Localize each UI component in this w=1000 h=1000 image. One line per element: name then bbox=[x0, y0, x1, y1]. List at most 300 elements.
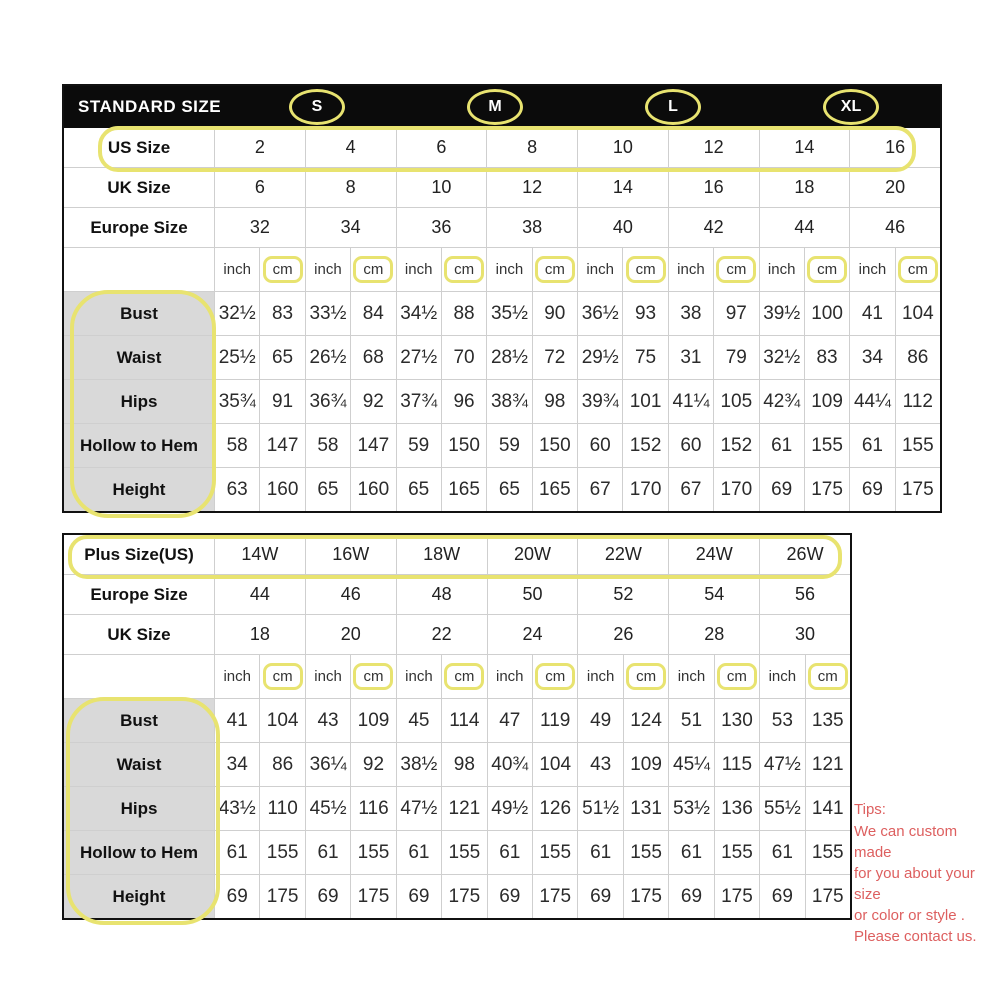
table-cell: 175 bbox=[442, 875, 486, 918]
table-cell: 69 bbox=[397, 875, 441, 918]
table-cell: 135 bbox=[806, 699, 850, 742]
cm-ring-annotation bbox=[263, 663, 303, 690]
table-cell: 61 bbox=[397, 831, 441, 874]
table-cell: 147 bbox=[351, 424, 395, 467]
unit-row-empty-cell bbox=[64, 248, 214, 291]
table-cell: 69 bbox=[669, 875, 713, 918]
table-cell: 18W bbox=[397, 535, 487, 574]
table-cell: 28½ bbox=[487, 336, 531, 379]
table-cell: 51 bbox=[669, 699, 713, 742]
table-cell: 92 bbox=[351, 743, 395, 786]
table-cell: 12 bbox=[669, 128, 759, 167]
table-cell: 31 bbox=[669, 336, 713, 379]
table-cell: 72 bbox=[533, 336, 577, 379]
table-cell: 116 bbox=[351, 787, 395, 830]
cm-label: cm bbox=[272, 261, 293, 278]
size-group-oval-annotation bbox=[467, 89, 523, 125]
inch-label: inch bbox=[767, 261, 796, 278]
table-cell: 83 bbox=[260, 292, 304, 335]
table-cell: 32½ bbox=[760, 336, 804, 379]
table-cell: 155 bbox=[896, 424, 940, 467]
table-cell: 43 bbox=[306, 699, 350, 742]
table-cell: 109 bbox=[624, 743, 668, 786]
table-cell: 152 bbox=[623, 424, 667, 467]
table-cell: 160 bbox=[260, 468, 304, 511]
table-cell: 20W bbox=[488, 535, 578, 574]
inch-label: inch bbox=[404, 261, 433, 278]
table-cell: 16 bbox=[669, 168, 759, 207]
table-cell: 20 bbox=[850, 168, 940, 207]
row-label-hips: Hips bbox=[64, 380, 214, 423]
table-cell: 61 bbox=[306, 831, 350, 874]
size-group-slot bbox=[584, 86, 762, 128]
table-cell: 36 bbox=[397, 208, 487, 247]
table-cell: 12 bbox=[487, 168, 577, 207]
inch-unit-cell bbox=[669, 655, 713, 698]
cm-unit-cell bbox=[714, 248, 758, 291]
tips-note bbox=[854, 799, 996, 947]
table-cell: 44¼ bbox=[850, 380, 894, 423]
table-cell: 61 bbox=[760, 424, 804, 467]
cm-label: cm bbox=[726, 668, 747, 685]
table-cell: 22 bbox=[397, 615, 487, 654]
size-group-label: S bbox=[311, 98, 323, 115]
cm-unit-cell bbox=[351, 655, 395, 698]
table-cell: 53 bbox=[760, 699, 804, 742]
table-cell: 114 bbox=[442, 699, 486, 742]
table-cell: 24 bbox=[488, 615, 578, 654]
inch-unit-cell bbox=[397, 248, 441, 291]
size-group-slot bbox=[406, 86, 584, 128]
table-cell: 61 bbox=[669, 831, 713, 874]
row-label-bust: Bust bbox=[64, 292, 214, 335]
inch-label: inch bbox=[405, 668, 433, 685]
table-cell: 18 bbox=[760, 168, 850, 207]
cm-label: cm bbox=[454, 668, 475, 685]
inch-unit-cell bbox=[578, 248, 622, 291]
row-label-bust-plus: Bust bbox=[64, 699, 214, 742]
table-cell: 69 bbox=[850, 468, 894, 511]
table-cell: 27½ bbox=[397, 336, 441, 379]
size-group-label: L bbox=[668, 98, 678, 115]
size-group-oval-annotation bbox=[823, 89, 879, 125]
inch-unit-cell bbox=[578, 655, 622, 698]
table-cell: 155 bbox=[624, 831, 668, 874]
inch-unit-cell bbox=[306, 248, 350, 291]
table-cell: 4 bbox=[306, 128, 396, 167]
inch-unit-cell bbox=[397, 655, 441, 698]
table-cell: 50 bbox=[488, 575, 578, 614]
cm-ring-annotation bbox=[353, 256, 393, 283]
inch-unit-cell bbox=[760, 655, 804, 698]
table-cell: 86 bbox=[896, 336, 940, 379]
table-cell: 49 bbox=[578, 699, 622, 742]
table-cell: 60 bbox=[578, 424, 622, 467]
table-cell: 90 bbox=[533, 292, 577, 335]
table-cell: 34 bbox=[306, 208, 396, 247]
table-cell: 36¾ bbox=[306, 380, 350, 423]
table-cell: 175 bbox=[715, 875, 759, 918]
inch-unit-cell bbox=[760, 248, 804, 291]
table-cell: 68 bbox=[351, 336, 395, 379]
inch-unit-cell bbox=[669, 248, 713, 291]
inch-unit-cell bbox=[215, 248, 259, 291]
plus-size-table bbox=[62, 533, 852, 920]
cm-label: cm bbox=[363, 668, 384, 685]
table-cell: 98 bbox=[533, 380, 577, 423]
table-cell: 155 bbox=[805, 424, 849, 467]
table-cell: 40 bbox=[578, 208, 668, 247]
inch-unit-cell bbox=[488, 655, 532, 698]
cm-ring-annotation bbox=[353, 663, 393, 690]
table-cell: 35¾ bbox=[215, 380, 259, 423]
table-cell: 43½ bbox=[215, 787, 259, 830]
cm-unit-cell bbox=[715, 655, 759, 698]
table-cell: 34½ bbox=[397, 292, 441, 335]
table-cell: 93 bbox=[623, 292, 667, 335]
table-cell: 35½ bbox=[487, 292, 531, 335]
table-cell: 40¾ bbox=[488, 743, 532, 786]
row-label-hollow-to-hem: Hollow to Hem bbox=[64, 424, 214, 467]
cm-label: cm bbox=[817, 261, 838, 278]
table-cell: 34 bbox=[215, 743, 259, 786]
table-cell: 61 bbox=[215, 831, 259, 874]
cm-ring-annotation bbox=[444, 663, 484, 690]
table-cell: 98 bbox=[442, 743, 486, 786]
cm-ring-annotation bbox=[898, 256, 938, 283]
inch-label: inch bbox=[586, 668, 615, 685]
size-group-label: XL bbox=[840, 98, 862, 115]
table-cell: 69 bbox=[306, 875, 350, 918]
cm-unit-cell bbox=[806, 655, 850, 698]
table-cell: 91 bbox=[260, 380, 304, 423]
table-cell: 44 bbox=[215, 575, 305, 614]
cm-unit-cell bbox=[351, 248, 395, 291]
table-cell: 28 bbox=[669, 615, 759, 654]
table-cell: 112 bbox=[896, 380, 940, 423]
table-cell: 175 bbox=[624, 875, 668, 918]
table-cell: 33½ bbox=[306, 292, 350, 335]
cm-ring-annotation bbox=[716, 256, 756, 283]
table-cell: 170 bbox=[714, 468, 758, 511]
table-cell: 65 bbox=[487, 468, 531, 511]
row-label-plus-size-us: Plus Size(US) bbox=[64, 535, 214, 574]
table-cell: 16 bbox=[850, 128, 940, 167]
table-cell: 141 bbox=[806, 787, 850, 830]
inch-label: inch bbox=[496, 668, 524, 685]
table-cell: 45½ bbox=[306, 787, 350, 830]
table-cell: 2 bbox=[215, 128, 305, 167]
table-cell: 58 bbox=[306, 424, 350, 467]
table-cell: 42 bbox=[669, 208, 759, 247]
row-label-europe-size-plus: Europe Size bbox=[64, 575, 214, 614]
table-cell: 61 bbox=[760, 831, 804, 874]
cm-unit-cell bbox=[533, 248, 577, 291]
table-cell: 48 bbox=[397, 575, 487, 614]
table-cell: 155 bbox=[715, 831, 759, 874]
table-cell: 47½ bbox=[760, 743, 804, 786]
cm-label: cm bbox=[454, 261, 475, 278]
table-cell: 14W bbox=[215, 535, 305, 574]
table-cell: 6 bbox=[397, 128, 487, 167]
cm-unit-cell bbox=[260, 655, 304, 698]
table-cell: 43 bbox=[578, 743, 622, 786]
table-cell: 152 bbox=[714, 424, 758, 467]
table-cell: 97 bbox=[714, 292, 758, 335]
table-cell: 26 bbox=[578, 615, 668, 654]
table-cell: 155 bbox=[806, 831, 850, 874]
table-cell: 25½ bbox=[215, 336, 259, 379]
size-group-oval-annotation bbox=[645, 89, 701, 125]
table-cell: 37¾ bbox=[397, 380, 441, 423]
table-cell: 175 bbox=[805, 468, 849, 511]
size-group-slot bbox=[762, 86, 940, 128]
table-cell: 14 bbox=[760, 128, 850, 167]
inch-unit-cell bbox=[850, 248, 894, 291]
table-cell: 47 bbox=[488, 699, 532, 742]
table-cell: 10 bbox=[578, 128, 668, 167]
row-label-height-plus: Height bbox=[64, 875, 214, 918]
tips-line: Please contact us. bbox=[854, 928, 977, 945]
table-cell: 119 bbox=[533, 699, 577, 742]
size-group-header bbox=[228, 86, 940, 128]
inch-label: inch bbox=[223, 668, 251, 685]
table-cell: 83 bbox=[805, 336, 849, 379]
table-cell: 67 bbox=[578, 468, 622, 511]
table-cell: 160 bbox=[351, 468, 395, 511]
table-cell: 104 bbox=[260, 699, 304, 742]
table-cell: 109 bbox=[351, 699, 395, 742]
table-cell: 45 bbox=[397, 699, 441, 742]
table-cell: 29½ bbox=[578, 336, 622, 379]
inch-label: inch bbox=[223, 261, 251, 278]
table-cell: 124 bbox=[624, 699, 668, 742]
table-cell: 8 bbox=[487, 128, 577, 167]
table-cell: 92 bbox=[351, 380, 395, 423]
size-group-slot bbox=[228, 86, 406, 128]
row-label-waist: Waist bbox=[64, 336, 214, 379]
cm-label: cm bbox=[635, 261, 656, 278]
table-cell: 170 bbox=[623, 468, 667, 511]
cm-label: cm bbox=[636, 668, 657, 685]
cm-unit-cell bbox=[624, 655, 668, 698]
inch-label: inch bbox=[495, 261, 524, 278]
cm-label: cm bbox=[817, 668, 838, 685]
table-cell: 175 bbox=[806, 875, 850, 918]
table-cell: 8 bbox=[306, 168, 396, 207]
standard-size-title: STANDARD SIZE bbox=[78, 97, 222, 116]
table-cell: 63 bbox=[215, 468, 259, 511]
table-cell: 59 bbox=[487, 424, 531, 467]
table-cell: 26W bbox=[760, 535, 850, 574]
table-cell: 69 bbox=[760, 468, 804, 511]
table-cell: 47½ bbox=[397, 787, 441, 830]
table-cell: 26½ bbox=[306, 336, 350, 379]
table-cell: 105 bbox=[714, 380, 758, 423]
table-cell: 61 bbox=[850, 424, 894, 467]
table-cell: 155 bbox=[533, 831, 577, 874]
cm-ring-annotation bbox=[535, 256, 575, 283]
cm-ring-annotation bbox=[807, 256, 847, 283]
table-cell: 22W bbox=[578, 535, 668, 574]
table-cell: 32 bbox=[215, 208, 305, 247]
row-label-us-size: US Size bbox=[64, 128, 214, 167]
table-cell: 155 bbox=[260, 831, 304, 874]
table-cell: 38¾ bbox=[487, 380, 531, 423]
inch-unit-cell bbox=[215, 655, 259, 698]
inch-label: inch bbox=[677, 261, 705, 278]
table-cell: 155 bbox=[442, 831, 486, 874]
table-cell: 61 bbox=[578, 831, 622, 874]
table-cell: 55½ bbox=[760, 787, 804, 830]
inch-unit-cell bbox=[306, 655, 350, 698]
table-cell: 136 bbox=[715, 787, 759, 830]
cm-ring-annotation bbox=[263, 256, 303, 283]
cm-ring-annotation bbox=[717, 663, 757, 690]
tips-line: or color or style . bbox=[854, 907, 965, 924]
inch-label: inch bbox=[677, 668, 706, 685]
table-cell: 30 bbox=[760, 615, 850, 654]
plus-size-grid bbox=[64, 535, 850, 918]
table-cell: 165 bbox=[533, 468, 577, 511]
table-cell: 54 bbox=[669, 575, 759, 614]
table-cell: 18 bbox=[215, 615, 305, 654]
table-cell: 150 bbox=[442, 424, 486, 467]
table-cell: 175 bbox=[260, 875, 304, 918]
table-cell: 131 bbox=[624, 787, 668, 830]
table-cell: 44 bbox=[760, 208, 850, 247]
table-cell: 65 bbox=[306, 468, 350, 511]
table-cell: 69 bbox=[760, 875, 804, 918]
cm-unit-cell bbox=[896, 248, 940, 291]
table-cell: 10 bbox=[397, 168, 487, 207]
table-cell: 115 bbox=[715, 743, 759, 786]
row-label-hips-plus: Hips bbox=[64, 787, 214, 830]
table-cell: 121 bbox=[442, 787, 486, 830]
cm-ring-annotation bbox=[444, 256, 484, 283]
table-cell: 79 bbox=[714, 336, 758, 379]
table-cell: 121 bbox=[806, 743, 850, 786]
table-cell: 41 bbox=[215, 699, 259, 742]
row-label-europe-size: Europe Size bbox=[64, 208, 214, 247]
table-cell: 24W bbox=[669, 535, 759, 574]
tips-heading: Tips: bbox=[854, 801, 886, 818]
table-cell: 56 bbox=[760, 575, 850, 614]
tips-line: We can custom made bbox=[854, 823, 958, 861]
table-cell: 86 bbox=[260, 743, 304, 786]
table-cell: 175 bbox=[533, 875, 577, 918]
inch-label: inch bbox=[314, 261, 342, 278]
table-cell: 96 bbox=[442, 380, 486, 423]
table-cell: 38½ bbox=[397, 743, 441, 786]
table-cell: 14 bbox=[578, 168, 668, 207]
table-cell: 38 bbox=[487, 208, 577, 247]
table-cell: 175 bbox=[896, 468, 940, 511]
table-cell: 69 bbox=[578, 875, 622, 918]
tips-line: for you about your size bbox=[854, 865, 975, 903]
table-cell: 36¼ bbox=[306, 743, 350, 786]
cm-ring-annotation bbox=[626, 663, 666, 690]
table-cell: 42¾ bbox=[760, 380, 804, 423]
table-cell: 49½ bbox=[488, 787, 532, 830]
table-cell: 59 bbox=[397, 424, 441, 467]
table-cell: 126 bbox=[533, 787, 577, 830]
cm-ring-annotation bbox=[535, 663, 575, 690]
table-cell: 65 bbox=[260, 336, 304, 379]
table-cell: 84 bbox=[351, 292, 395, 335]
table-cell: 46 bbox=[306, 575, 396, 614]
table-cell: 75 bbox=[623, 336, 667, 379]
cm-label: cm bbox=[907, 261, 928, 278]
table-cell: 41 bbox=[850, 292, 894, 335]
table-cell: 101 bbox=[623, 380, 667, 423]
table-cell: 110 bbox=[260, 787, 304, 830]
table-cell: 36½ bbox=[578, 292, 622, 335]
cm-label: cm bbox=[726, 261, 747, 278]
table-cell: 39¾ bbox=[578, 380, 622, 423]
table-cell: 100 bbox=[805, 292, 849, 335]
table-cell: 45¼ bbox=[669, 743, 713, 786]
table-cell: 155 bbox=[351, 831, 395, 874]
row-label-waist-plus: Waist bbox=[64, 743, 214, 786]
table-cell: 67 bbox=[669, 468, 713, 511]
table-cell: 6 bbox=[215, 168, 305, 207]
size-group-oval-annotation bbox=[289, 89, 345, 125]
cm-unit-cell bbox=[533, 655, 577, 698]
table-cell: 70 bbox=[442, 336, 486, 379]
cm-ring-annotation bbox=[808, 663, 848, 690]
inch-label: inch bbox=[314, 668, 342, 685]
standard-size-table bbox=[62, 84, 942, 513]
standard-size-header-bar bbox=[64, 86, 940, 128]
table-cell: 104 bbox=[896, 292, 940, 335]
table-cell: 104 bbox=[533, 743, 577, 786]
table-cell: 58 bbox=[215, 424, 259, 467]
cm-label: cm bbox=[363, 261, 384, 278]
table-cell: 53½ bbox=[669, 787, 713, 830]
cm-ring-annotation bbox=[626, 256, 666, 283]
cm-unit-cell bbox=[623, 248, 667, 291]
table-cell: 39½ bbox=[760, 292, 804, 335]
table-cell: 109 bbox=[805, 380, 849, 423]
table-cell: 61 bbox=[488, 831, 532, 874]
cm-unit-cell bbox=[442, 248, 486, 291]
table-cell: 88 bbox=[442, 292, 486, 335]
table-cell: 20 bbox=[306, 615, 396, 654]
cm-label: cm bbox=[545, 668, 566, 685]
inch-label: inch bbox=[768, 668, 797, 685]
table-cell: 16W bbox=[306, 535, 396, 574]
inch-unit-cell bbox=[487, 248, 531, 291]
size-group-label: M bbox=[488, 98, 502, 115]
table-cell: 60 bbox=[669, 424, 713, 467]
inch-label: inch bbox=[858, 261, 887, 278]
standard-size-grid bbox=[64, 128, 940, 511]
table-cell: 130 bbox=[715, 699, 759, 742]
table-cell: 147 bbox=[260, 424, 304, 467]
table-cell: 65 bbox=[397, 468, 441, 511]
cm-unit-cell bbox=[260, 248, 304, 291]
tips-lines bbox=[854, 821, 996, 947]
cm-unit-cell bbox=[442, 655, 486, 698]
cm-unit-cell bbox=[805, 248, 849, 291]
table-cell: 165 bbox=[442, 468, 486, 511]
table-cell: 46 bbox=[850, 208, 940, 247]
row-label-uk-size-plus: UK Size bbox=[64, 615, 214, 654]
unit-row-empty-cell bbox=[64, 655, 214, 698]
inch-label: inch bbox=[586, 261, 614, 278]
table-cell: 51½ bbox=[578, 787, 622, 830]
